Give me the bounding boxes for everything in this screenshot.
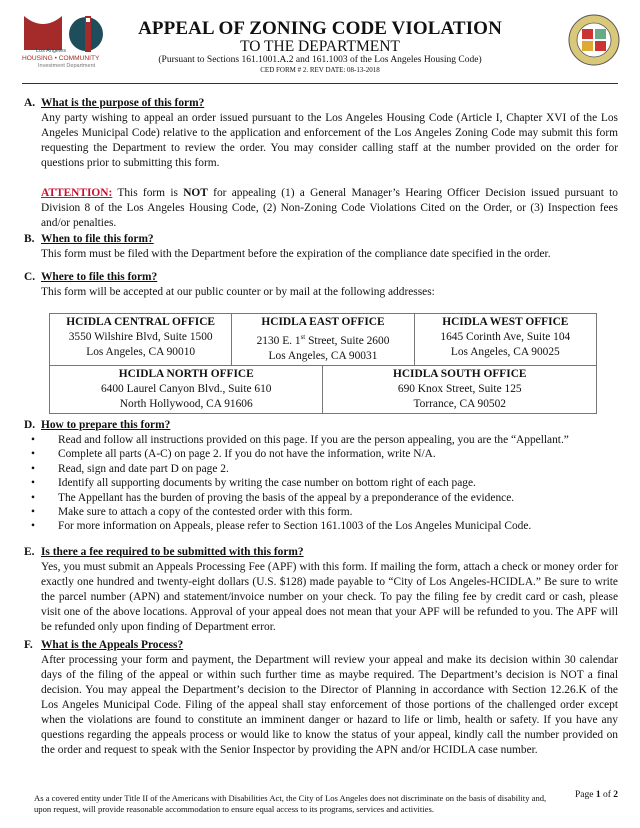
attention-note [41, 186, 618, 231]
section-heading: When to file this form? [41, 233, 154, 245]
section-f [24, 638, 618, 758]
section-heading: What is the Appeals Process? [41, 639, 184, 651]
section-body: This form must be filed with the Department before the expiration of the compliance date specified in the order. [41, 248, 551, 260]
office-name: HCIDLA SOUTH OFFICE [392, 367, 527, 380]
office-city: Torrance, CA 90502 [413, 397, 506, 410]
attention-label: ATTENTION: [41, 187, 113, 199]
page-number: Page 1 of 2 [574, 790, 618, 800]
office-city: North Hollywood, CA 91606 [119, 397, 253, 410]
section-heading: What is the purpose of this form? [41, 97, 205, 109]
attention-text: This form is [112, 187, 184, 199]
office-address: 3550 Wilshire Blvd, Suite 1500 [68, 331, 213, 343]
office-address-table [49, 313, 597, 414]
section-c [24, 270, 618, 300]
office-address: 2130 E. 1st Street, Suite 2600 [256, 333, 390, 347]
attention-text-rest: for appealing (1) a General Manager’s Hearing Officer Decision issued pursuant to Division 8 of the Los Angeles Housing Code, (2) Non-Zoning Code Violations Cited on the Order, or (3) Inspection fees and/or penalties. [41, 187, 618, 229]
list-item: • Read, sign and date part D on page 2. [58, 462, 618, 476]
office-west [414, 314, 596, 366]
office-north [50, 365, 323, 413]
list-item: • For more information on Appeals, please refer to Section 161.1003 of the Los Angeles Municipal Code. [58, 519, 618, 533]
instruction-list [24, 433, 618, 534]
section-heading: How to prepare this form? [41, 419, 171, 431]
section-letter: C. [24, 271, 36, 283]
pursuant-note: (Pursuant to Sections 161.1001.A.2 and 161.1003 of the Los Angeles Housing Code) [158, 55, 482, 65]
office-city: Los Angeles, CA 90025 [450, 346, 560, 358]
office-name: HCIDLA EAST OFFICE [261, 316, 385, 328]
office-east [232, 314, 414, 366]
section-d [24, 418, 618, 534]
form-subtitle: TO THE DEPARTMENT [240, 38, 400, 55]
section-body: This form will be accepted at our public counter or by mail at the following addresses: [41, 286, 435, 298]
form-title: APPEAL OF ZONING CODE VIOLATION [138, 18, 502, 39]
form-number: CED FORM # 2. REV DATE: 08-13-2018 [260, 66, 380, 74]
office-name: HCIDLA WEST OFFICE [442, 316, 569, 328]
list-item: • Make sure to attach a copy of the contested order with this form. [58, 505, 618, 519]
section-heading: Where to file this form? [41, 271, 158, 283]
attention-not: NOT [183, 187, 208, 199]
office-address: 6400 Laurel Canyon Blvd., Suite 610 [100, 382, 272, 395]
section-body: After processing your form and payment, the Department will review your appeal and make its decision within 30 calendar days of the filing of the appeal or within such further time as maybe required. The Department’s decision is NOT a final decision. You may appeal the Department’s decision to the Director of Planning in accordance with Section 12.26.K of the Los Angeles Municipal Code. Filing of the appeal shall stay enforcement of those portions of the challenged order except when the violations are found to constitute an imminent danger or hazard to life or limb, health or safety. If you have any questions regarding the appeals process or would like to know the status of your appeal, kindly call the number provided on the order and request to speak with the Senior Inspector by providing the APN and/or HCIDLA case number. [41, 654, 618, 756]
section-letter: B. [24, 233, 35, 245]
section-letter: A. [24, 97, 36, 109]
section-b [24, 232, 618, 262]
ada-disclaimer: As a covered entity under Title II of the Americans with Disabilities Act, the City of Los Angeles does not discriminate on the basis of disability and, upon request, will provide reasonable accommodation to ensure equal access to its programs, services and activities. [34, 793, 547, 814]
office-city: Los Angeles, CA 90010 [86, 346, 196, 358]
list-item: • Identify all supporting documents by writing the case number on bottom right of each page. [58, 476, 618, 490]
list-item: • The Appellant has the burden of proving the basis of the appeal by a preponderance of the evidence. [58, 491, 618, 505]
logo-dept: Investment Department [38, 63, 96, 69]
section-letter: D. [24, 419, 36, 431]
section-a [24, 96, 618, 231]
header-divider [22, 83, 618, 84]
section-body: Yes, you must submit an Appeals Processing Fee (APF) with this form. If mailing the form, attach a check or money order for exactly one hundred and twenty-eight dollars (U.S. $128) made payable to “City of Los Angeles-HCIDLA.” Be sure to write the parcel number (APN) and statement/invoice number on your check. To pay the filing fee by credit card or cash, please visit one of the above locations. Approval of your appeal does not mean that your APF will be refunded to you. The APF will be refunded only upon finding of Department error. [41, 561, 618, 633]
section-heading: Is there a fee required to be submitted with this form? [41, 546, 304, 558]
office-south [323, 365, 597, 413]
office-name: HCIDLA NORTH OFFICE [118, 367, 254, 380]
office-address: 690 Knox Street, Suite 125 [397, 382, 522, 395]
section-letter: F. [24, 639, 33, 651]
list-item: • Read and follow all instructions provided on this page. If you are the person appealing, you are the “Appellant.” [58, 433, 618, 447]
section-body: Any party wishing to appeal an order issued pursuant to the Los Angeles Housing Code (Article I, Chapter XVI of the Los Angeles Municipal Code) relative to the application and enforcement of the Los Angeles Zoning Code may submit this form requesting the Department to review the order. You may consider calling staff at the number provided on the order for questions prior to submitting this form. [41, 112, 618, 169]
section-letter: E. [24, 546, 35, 558]
office-central [50, 314, 232, 366]
list-item: • Complete all parts (A-C) on page 2. If you do not have the information, write N/A. [58, 447, 618, 461]
logo-name: HOUSING • COMMUNITY [22, 55, 100, 62]
logo-city: Los Angeles [36, 48, 66, 54]
office-city: Los Angeles, CA 90031 [268, 349, 378, 362]
office-address: 1645 Corinth Ave, Suite 104 [440, 331, 571, 343]
section-e [24, 545, 618, 635]
office-name: HCIDLA CENTRAL OFFICE [66, 316, 216, 328]
